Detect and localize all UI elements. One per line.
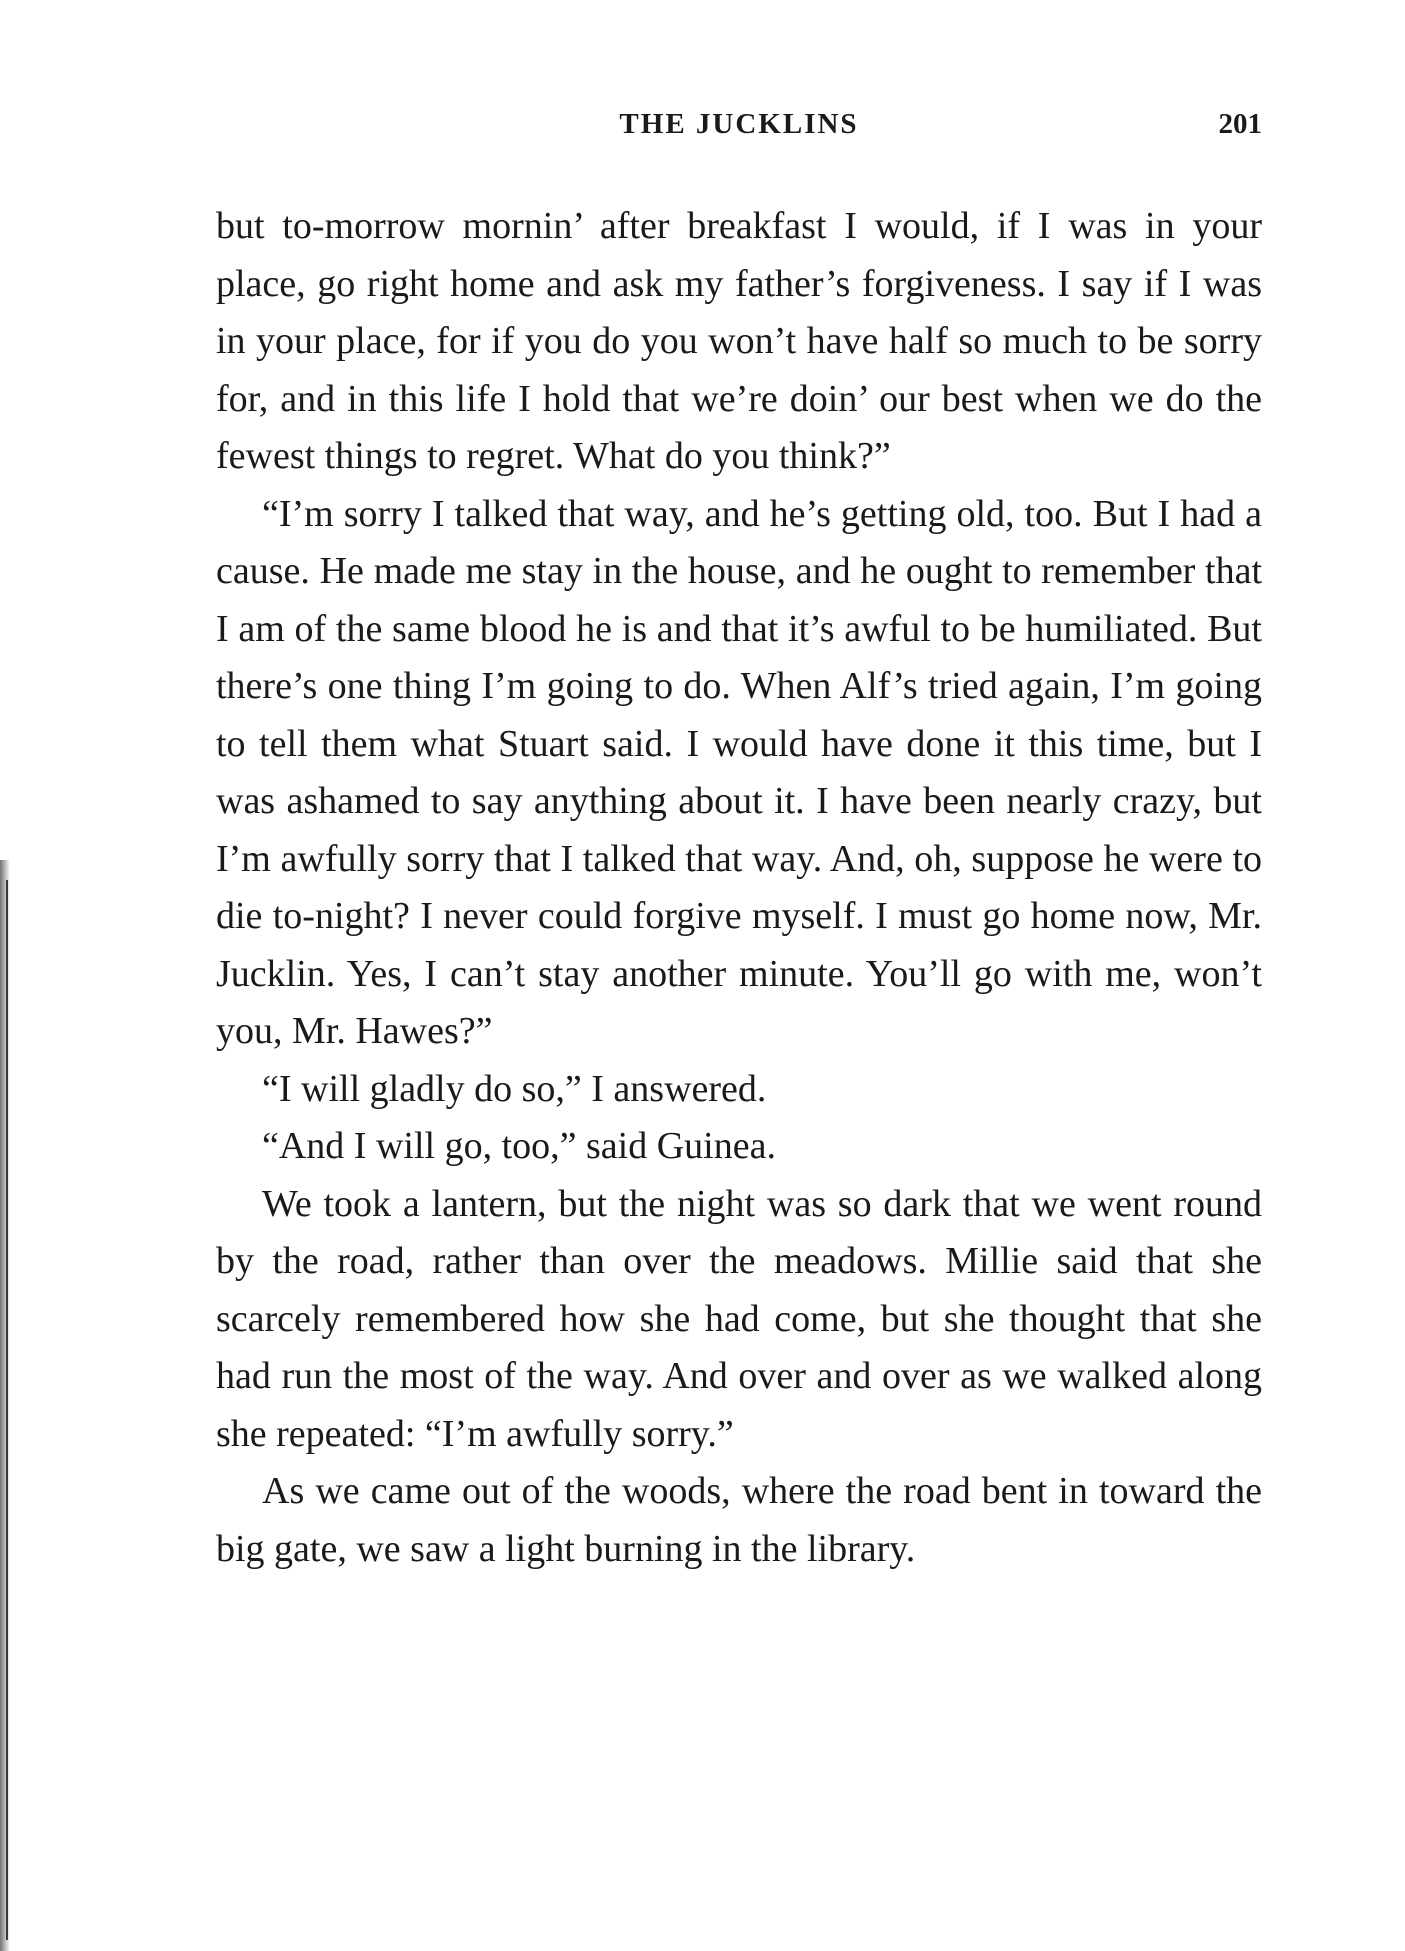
page-header bbox=[216, 108, 1262, 156]
paragraph-1: but to-morrow mornin’ after breakfast I would, if I was in your place, go right home and ask my father’s forgiveness. I say if I was in your place, for if you do you won’t have half so much to be sorry for, and in this life I hold that we’re doin’ our best when we do the fewest things to regret. What do you think?” bbox=[216, 205, 1262, 477]
paragraph-6: As we came out of the woods, where the road bent in toward the big gate, we saw a light burning in the library. bbox=[216, 1470, 1262, 1570]
body-text bbox=[216, 198, 1262, 1578]
page-binding-edge bbox=[6, 880, 8, 1940]
paragraph-2: “I’m sorry I talked that way, and he’s getting old, too. But I had a cause. He made me stay in the house, and he ought to remember that I am of the same blood he is and that it’s awful to be humiliated. But there’s one thing I’m going to do. When Alf’s tried again, I’m going to tell them what Stuart said. I would have done it this time, but I was ashamed to say anything about it. I have been nearly crazy, but I’m awfully sorry that I talked that way. And, oh, suppose he were to die to-night? I never could forgive myself. I must go home now, Mr. Jucklin. Yes, I can’t stay another minute. You’ll go with me, won’t you, Mr. Hawes?” bbox=[216, 492, 1262, 1052]
page-number: 201 bbox=[1218, 108, 1262, 140]
paragraph-3: “I will gladly do so,” I answered. bbox=[262, 1067, 767, 1110]
paragraph-4: “And I will go, too,” said Guinea. bbox=[262, 1125, 776, 1167]
paragraph-5: We took a lantern, but the night was so dark that we went round by the road, rather than over the meadows. Millie said that she scarcely remembered how she had come, but she thought that she had run the most of the way. And over and over as we walked along she repeated: “I’m awfully sorry.” bbox=[216, 1182, 1262, 1455]
running-head: THE JUCKLINS bbox=[619, 108, 859, 140]
page-edge-shadow bbox=[0, 860, 10, 1951]
